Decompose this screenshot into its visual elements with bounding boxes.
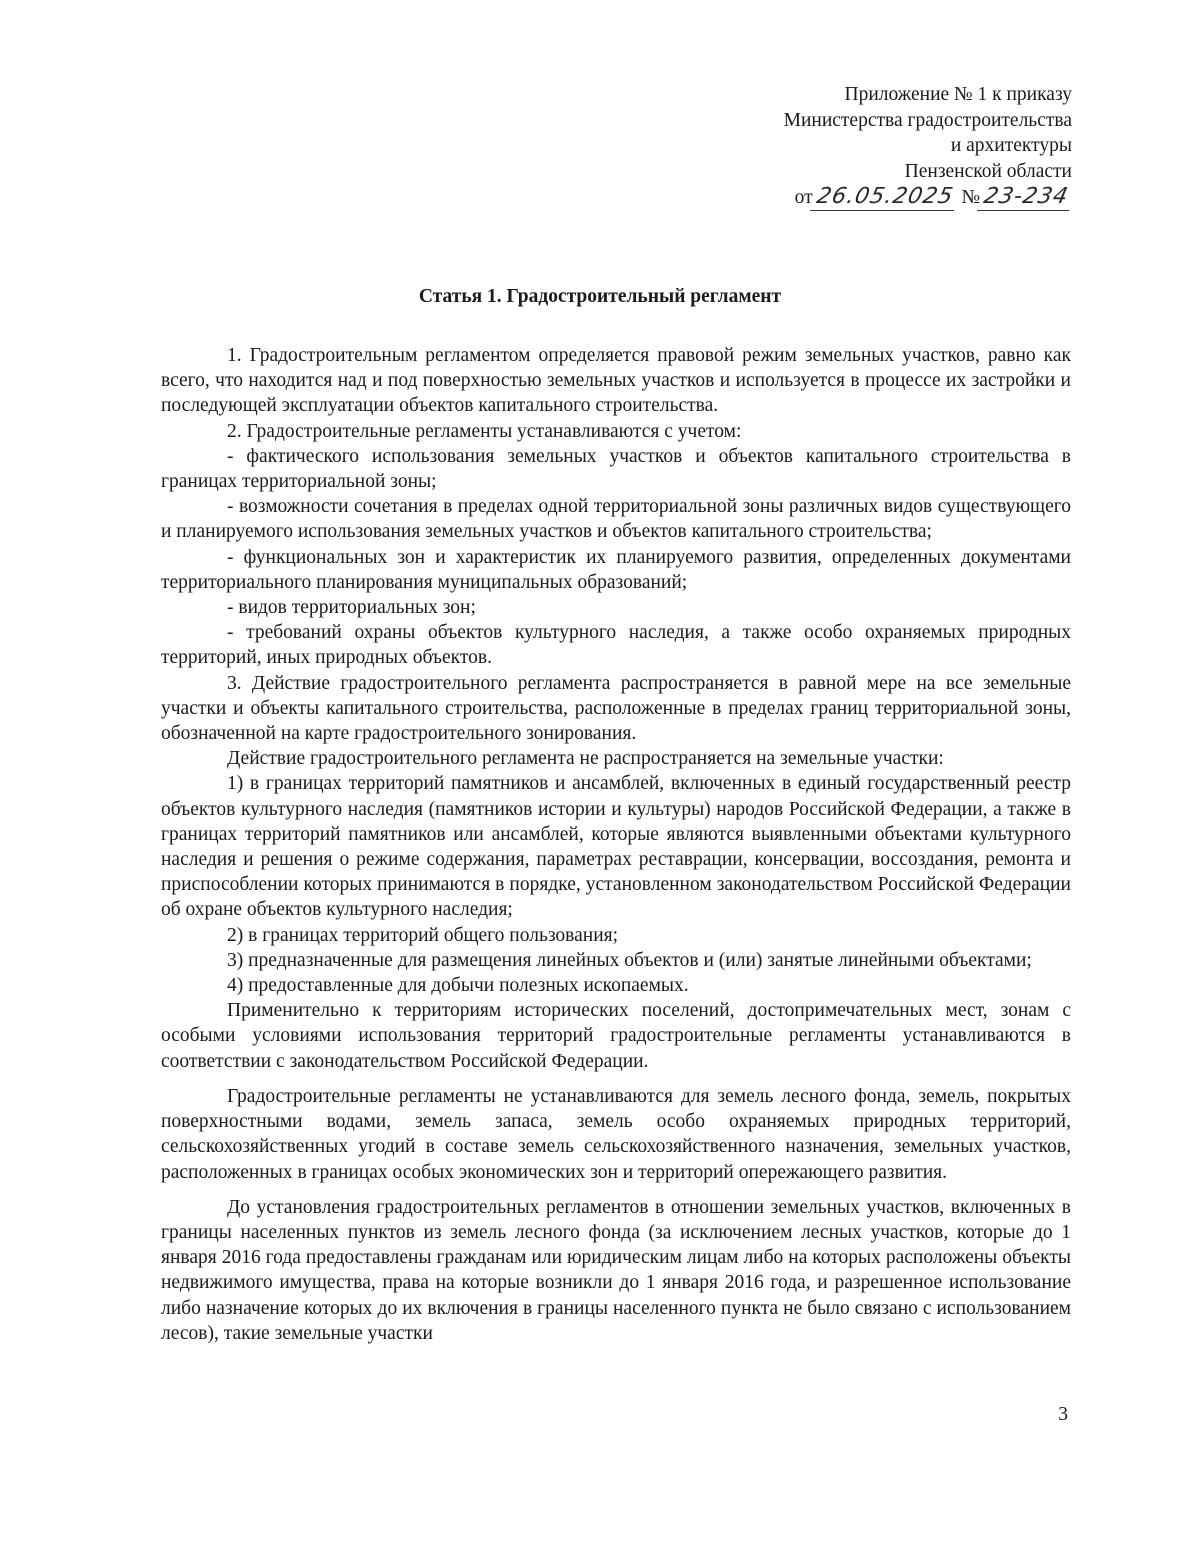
paragraph: - фактического использования земельных участков и объектов капитального строительства в границах территориальной зоны;: [161, 445, 1071, 493]
paragraph: 1) в границах территорий памятников и ансамблей, включенных в единый государственный реестр объектов культурного наследия (памятников истории и культуры) народов Российской Федерации, а также в границах территорий памятников или ансамблей, которые являются выявленными объектами культурного наследия и решения о режиме содержания, параметрах реставрации, консервации, воссоздания, ремонта и приспособлении которых принимаются в порядке, установленном законодательством Российской Федерации об охране объектов культурного наследия;: [161, 773, 1071, 921]
paragraph: - требований охраны объектов культурного наследия, а также особо охраняемых природных территорий, иных природных объектов.: [161, 622, 1071, 669]
paragraph: 3) предназначенные для размещения линейных объектов и (или) занятые линейными объектами;: [227, 949, 1032, 971]
paragraph: 2) в границах территорий общего пользования;: [227, 924, 619, 946]
article-title: Статья 1. Градостроительный регламент: [418, 286, 782, 307]
paragraph: 3. Действие градостроительного регламента распространяется в равной мере на все земельные участки и объекты капитального строительства, расположенные в пределах границ территориальной зоны, обозначенной на карте градостроительного зонирования.: [161, 672, 1071, 745]
paragraph: 2. Градостроительные регламенты устанавливаются с учетом:: [227, 420, 742, 442]
header-line-2: Министерства градостроительства: [783, 109, 1072, 131]
handwritten-date: 26.05.2025: [810, 184, 960, 211]
number-prefix: №: [961, 187, 981, 208]
paragraph: Применительно к территориям исторических поселений, достопримечательных мест, зонам с особыми условиями использования территорий градостроительные регламенты устанавливаются в соответствии с законодательством Российской Федерации.: [161, 1000, 1071, 1072]
header-line-3: и архитектуры: [950, 135, 1072, 156]
order-date-number-line: [552, 184, 1072, 211]
paragraph: Градостроительные регламенты не устанавливаются для земель лесного фонда, земель, покрытых поверхностными водами, земель запаса, земель особо охраняемых природных территорий, сельскохозяйственных угодий в составе земель сельскохозяйственного назначения, земельных участков, расположенных в границах особых экономических зон и территорий опережающего развития.: [161, 1085, 1071, 1183]
paragraph: - видов территориальных зон;: [227, 597, 476, 619]
article-body: [161, 343, 1071, 1346]
header-line-1: Приложение № 1 к приказу: [844, 84, 1072, 105]
handwritten-order-number: 23-234: [977, 184, 1075, 211]
paragraph: 4) предоставленные для добычи полезных ископаемых.: [227, 975, 689, 997]
paragraph: 1. Градостроительным регламентом определяется правовой режим земельных участков, равно как всего, что находится над и под поверхностью земельных участков и используется в процессе их застройки и последующей эксплуатации объектов капитального строительства.: [161, 345, 1071, 417]
order-appendix-header: [552, 82, 1072, 211]
paragraph: До установления градостроительных регламентов в отношении земельных участков, включенных в границы населенных пунктов из земель лесного фонда (за исключением лесных участков, которые до 1 января 2016 года предоставлены гражданам или юридическим лицам либо на которых расположены объекты недвижимого имущества, права на которые возникли до 1 января 2016 года, и разрешенное использование либо назначение которых до их включения в границы населенного пункта не было связано с использованием лесов), такие земельные участки: [161, 1196, 1071, 1344]
header-line-4: Пензенской области: [904, 160, 1072, 182]
page-number: 3: [1058, 1404, 1068, 1425]
paragraph: - возможности сочетания в пределах одной территориальной зоны различных видов существующего и планируемого использования земельных участков и объектов капитального строительства;: [161, 496, 1071, 543]
paragraph: - функциональных зон и характеристик их планируемого развития, определенных документами территориального планирования муниципальных образований;: [161, 546, 1071, 593]
paragraph: Действие градостроительного регламента не распространяется на земельные участки:: [227, 748, 944, 770]
date-prefix: от: [794, 187, 813, 208]
